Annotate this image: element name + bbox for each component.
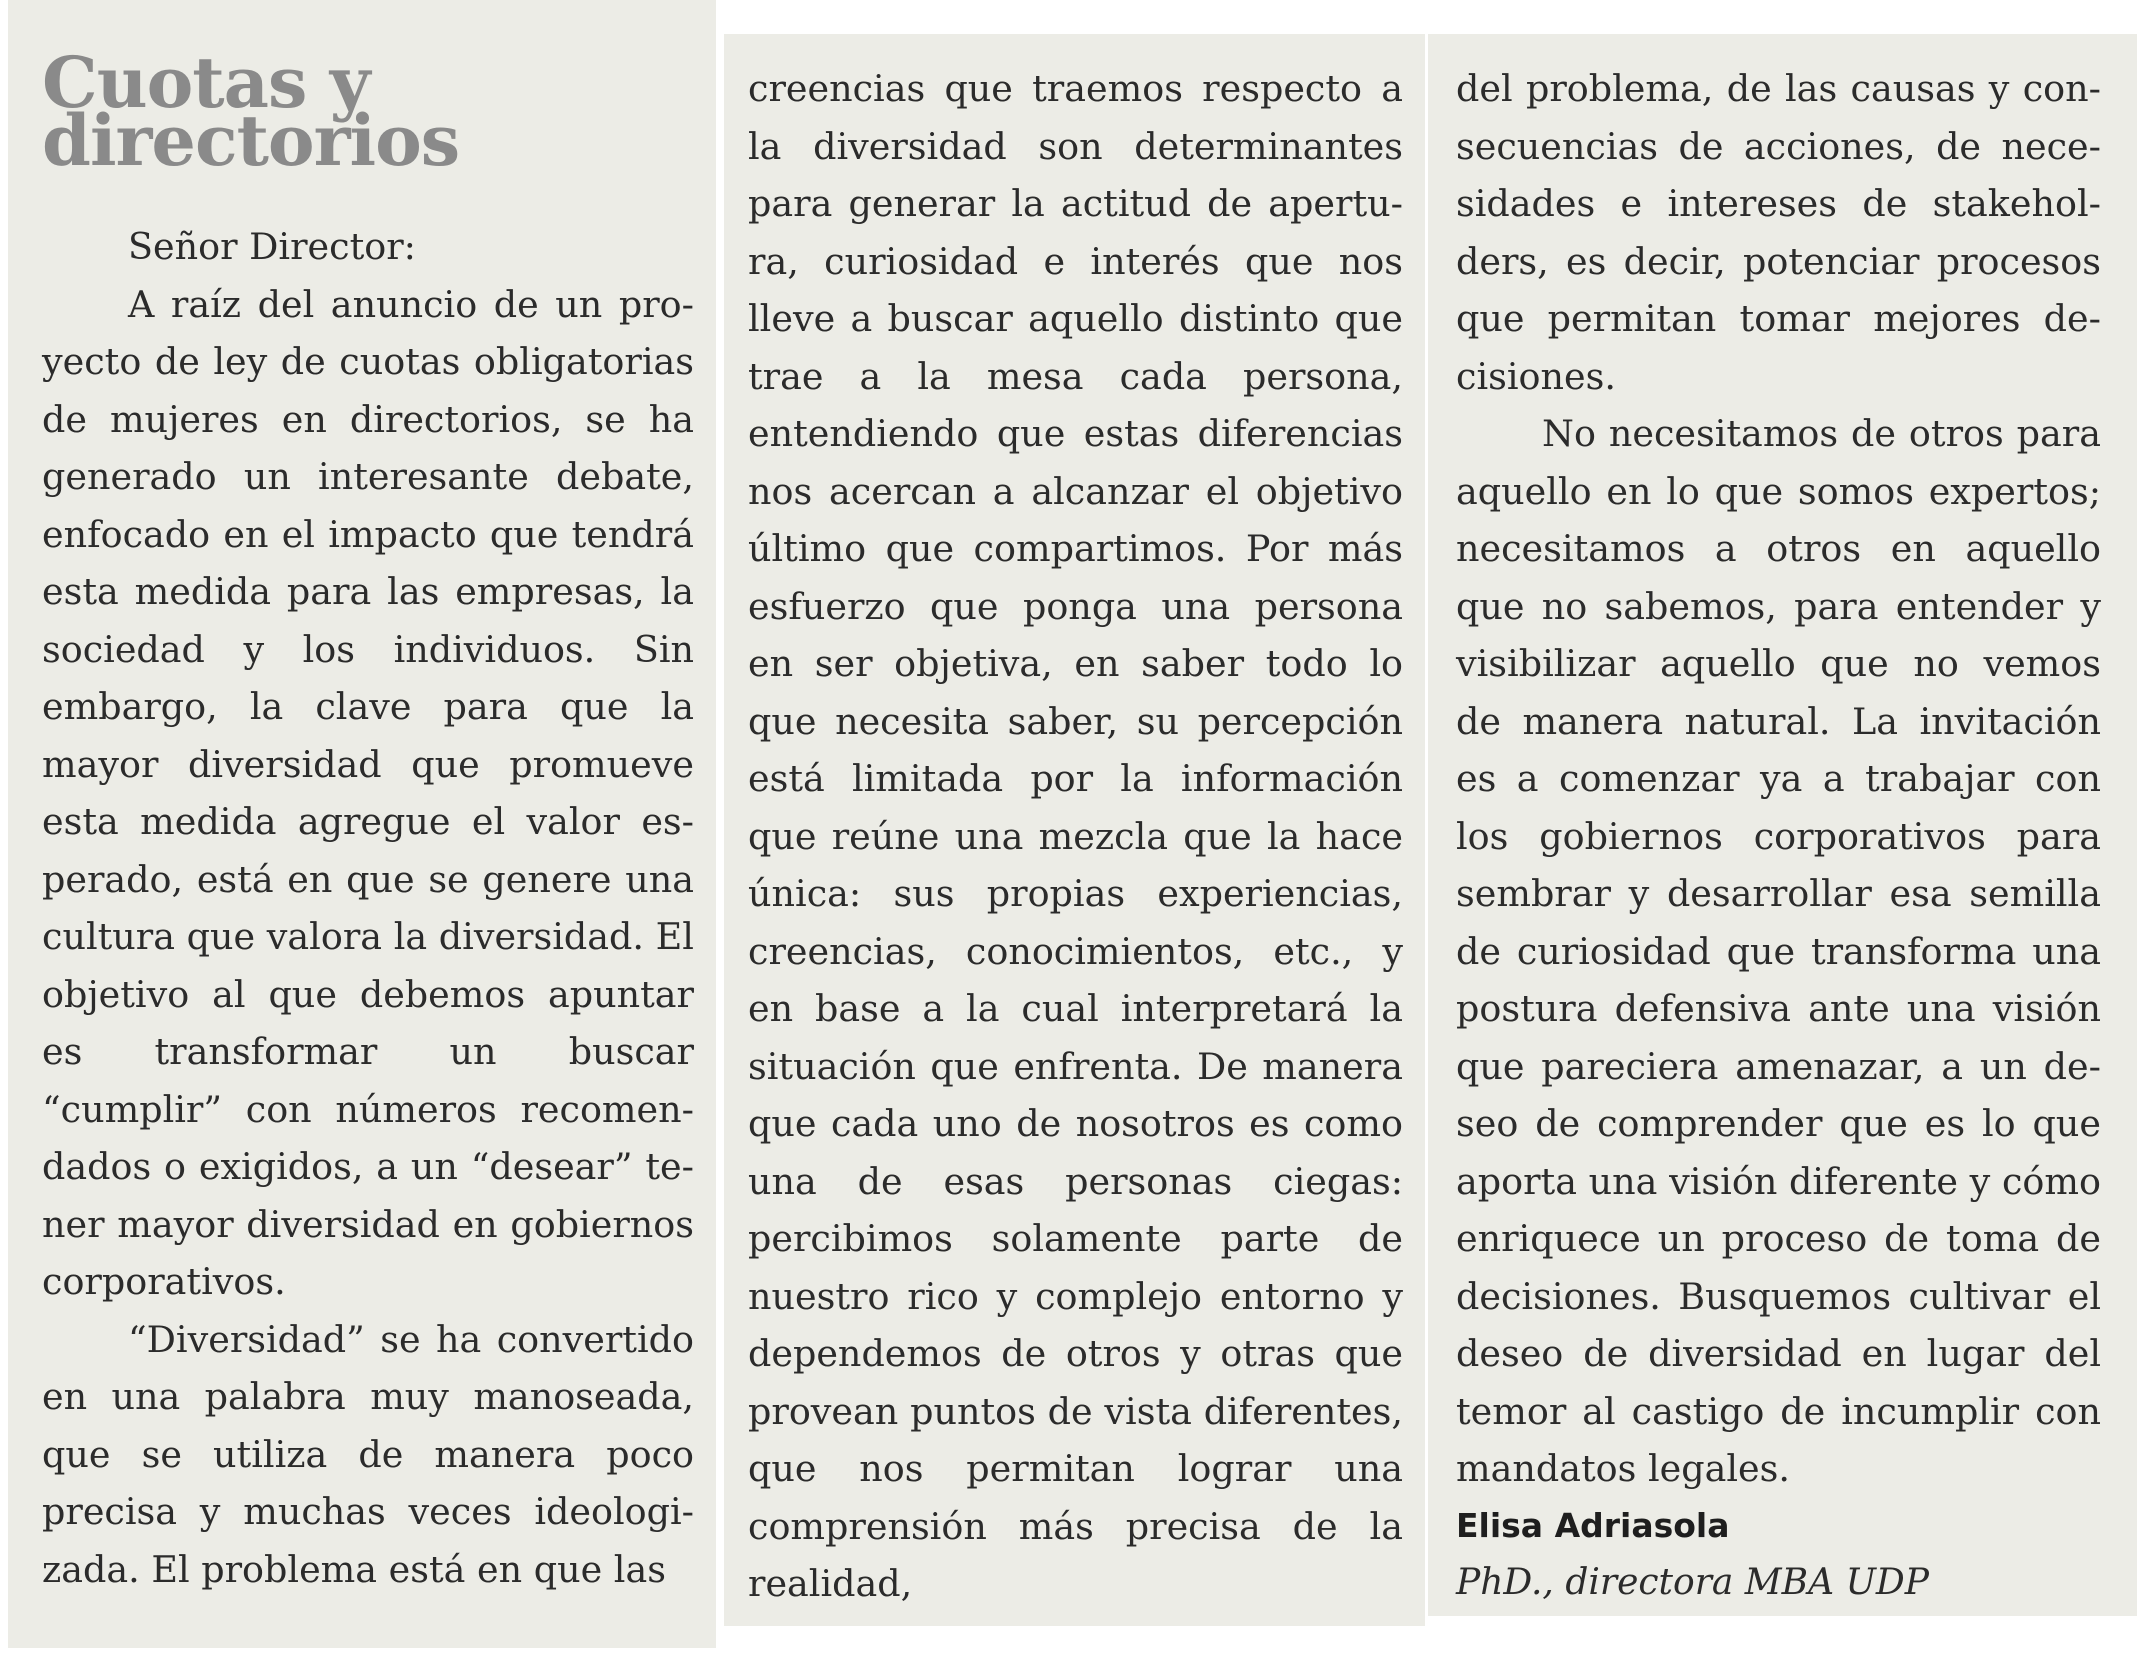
paragraph: “Diversidad” se ha convertido en una palabra muy manoseada, que se utiliza de manera poco precisa y muchas veces ideologizada. El problema está en que las [42, 1317, 694, 1591]
paragraph: del problema, de las causas y consecuencias de acciones, de necesidades e intereses de stakeholders, es decir, potenciar procesos que permitan tomar mejores decisiones. [1456, 67, 2101, 398]
column-3 [1428, 34, 2137, 1616]
paragraph: creencias que traemos respecto a la diversidad son determinantes para generar la actitud de apertura, curiosidad e interés que nos lleve a buscar aquello distinto que trae a la mesa cada persona, entendiendo que estas diferencias nos acercan a alcanzar el objetivo último que compartimos. Por más esfuerzo que ponga una persona en ser objetiva, en saber todo lo que necesita saber, su percepción está limitada por la información que reúne una mezcla que la hace única: sus propias experiencias, creencias, conocimientos, etc., y en base a la cual interpretará la situación que enfrenta. De manera que cada uno de nosotros es como una de esas personas ciegas: percibimos solamente parte de nuestro rico y complejo entorno y dependemos de otros y otras que provean puntos de vista diferentes, que nos permitan lograr una comprensión más precisa de la realidad, [748, 67, 1403, 1605]
column-1 [8, 0, 716, 1648]
column-2 [724, 34, 1425, 1626]
column-1-text [42, 218, 694, 1598]
paragraph: A raíz del anuncio de un proyecto de ley de cuotas obligatorias de mujeres en directorios, se ha generado un interesante debate, enfocado en el impacto que tendrá esta medida para las empresas, la sociedad y los individuos. Sin embargo, la clave para que la mayor diversidad que promueve esta medida agregue el valor esperado, está en que se genere una cultura que valora la diversidad. El objetivo al que debemos apuntar es transformar un buscar “cumplir” con números recomendados o exigidos, a un “desear” tener mayor diversidad en gobiernos corporativos. [42, 282, 694, 1303]
paragraph: No necesitamos de otros para aquello en lo que somos expertos; necesitamos a otros en aquello que no sabemos, para entender y visibilizar aquello que no vemos de manera natural. La invitación es a comenzar ya a trabajar con los gobiernos corporativos para sembrar y desarrollar esa semilla de curiosidad que transforma una postura defensiva ante una visión que pareciera amenazar, a un deseo de comprender que es lo que aporta una visión diferente y cómo enriquece un proceso de toma de decisiones. Busquemos cultivar el deseo de diversidad en lugar del temor al castigo de incumplir con mandatos legales. [1456, 412, 2101, 1490]
headline: Cuotas y directorios [42, 41, 460, 182]
column-3-text [1456, 60, 2101, 1498]
salutation: Señor Director: [128, 225, 416, 268]
column-2-text [748, 60, 1403, 1613]
signature-title: PhD., directora MBA UDP [1456, 1561, 1929, 1603]
signature-name: Elisa Adriasola [1456, 1505, 1730, 1545]
